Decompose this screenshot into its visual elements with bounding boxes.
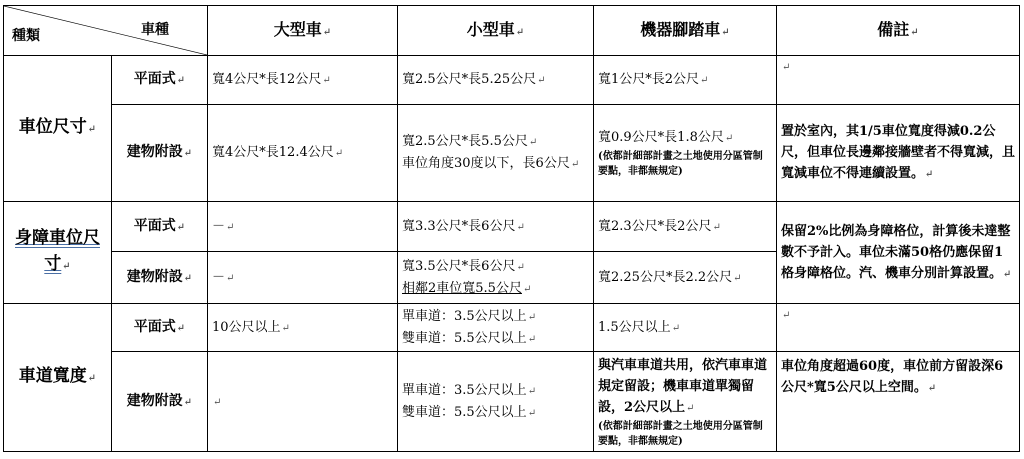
corner-right-label: 車種 [141,22,169,38]
col-header-small: 小型車↵ [398,6,594,56]
cell-r3-moto: 寬2.3公尺*長2公尺↵ [594,202,777,252]
col-header-moto: 機器腳踏車↵ [594,6,777,56]
table-row [4,56,1020,105]
cell-r4-moto: 寬2.25公尺*長2.2公尺↵ [594,252,777,304]
sub-building: 建物附設↵ [112,252,208,304]
cell-r3-small: 寬3.3公尺*長6公尺↵ [398,202,594,252]
cell-r1-moto: 寬1公尺*長2公尺↵ [594,56,777,105]
cell-r5-small: 單車道：3.5公尺以上↵ 雙車道：5.5公尺以上↵ [398,304,594,352]
header-row [4,6,1020,56]
table-row [4,202,1020,252]
cell-r6-large: ↵ [208,352,398,452]
cell-r1-large: 寬4公尺*長12公尺↵ [208,56,398,105]
group-lane-width: 車道寬度↵ [4,304,112,452]
cell-r6-note: 車位角度超過60度，車位前方留設深6公尺*寬5公尺以上空間。↵ [777,352,1020,452]
cell-r2-large: 寬4公尺*長12.4公尺↵ [208,105,398,202]
cell-r5-large: 10公尺以上↵ [208,304,398,352]
group-accessible-size: 身障車位尺寸↵ [4,202,112,304]
sub-flat: 平面式↵ [112,56,208,105]
cell-r1-small: 寬2.5公尺*長5.25公尺↵ [398,56,594,105]
parking-spec-table [3,5,1020,452]
cell-r5-note: ↵ [777,304,1020,352]
table-row [4,304,1020,352]
corner-header [4,6,208,56]
sub-flat: 平面式↵ [112,304,208,352]
col-header-note: 備註↵ [777,6,1020,56]
cell-r3-note: 保留2%比例為身障格位，計算後未達整數不予計入。車位未滿50格仍應保留1格身障格位。汽、機車分別計算設置。↵ [777,202,1020,304]
cell-r1-note: ↵ [777,56,1020,105]
cell-r2-small: 寬2.5公尺*長5.5公尺↵ 車位角度30度以下，長6公尺↵ [398,105,594,202]
sub-building: 建物附設↵ [112,105,208,202]
group-parking-size: 車位尺寸↵ [4,56,112,202]
cell-r5-moto: 1.5公尺以上↵ [594,304,777,352]
col-header-large: 大型車↵ [208,6,398,56]
cell-r4-small: 寬3.5公尺*長6公尺↵ 相鄰2車位寬5.5公尺↵ [398,252,594,304]
cell-r4-large: －↵ [208,252,398,304]
table-row [4,105,1020,202]
sub-flat: 平面式↵ [112,202,208,252]
table-row [4,352,1020,452]
corner-left-label: 種類 [12,28,40,44]
cell-r6-moto: 與汽車車道共用，依汽車車道規定留設；機車車道單獨留設，2公尺以上↵ (依都計細部計畫之土地使用分區管制要點，非都無規定) [594,352,777,452]
cell-r2-note: 置於室內，其1/5車位寬度得減0.2公尺，但車位長邊鄰接牆壁者不得寬減，且寬減車位不得連續設置。↵ [777,105,1020,202]
cell-r6-small: 單車道：3.5公尺以上↵ 雙車道：5.5公尺以上↵ [398,352,594,452]
sub-building: 建物附設↵ [112,352,208,452]
cell-r3-large: －↵ [208,202,398,252]
cell-r2-moto: 寬0.9公尺*長1.8公尺↵ (依都計細部計畫之土地使用分區管制要點，非都無規定) [594,105,777,202]
